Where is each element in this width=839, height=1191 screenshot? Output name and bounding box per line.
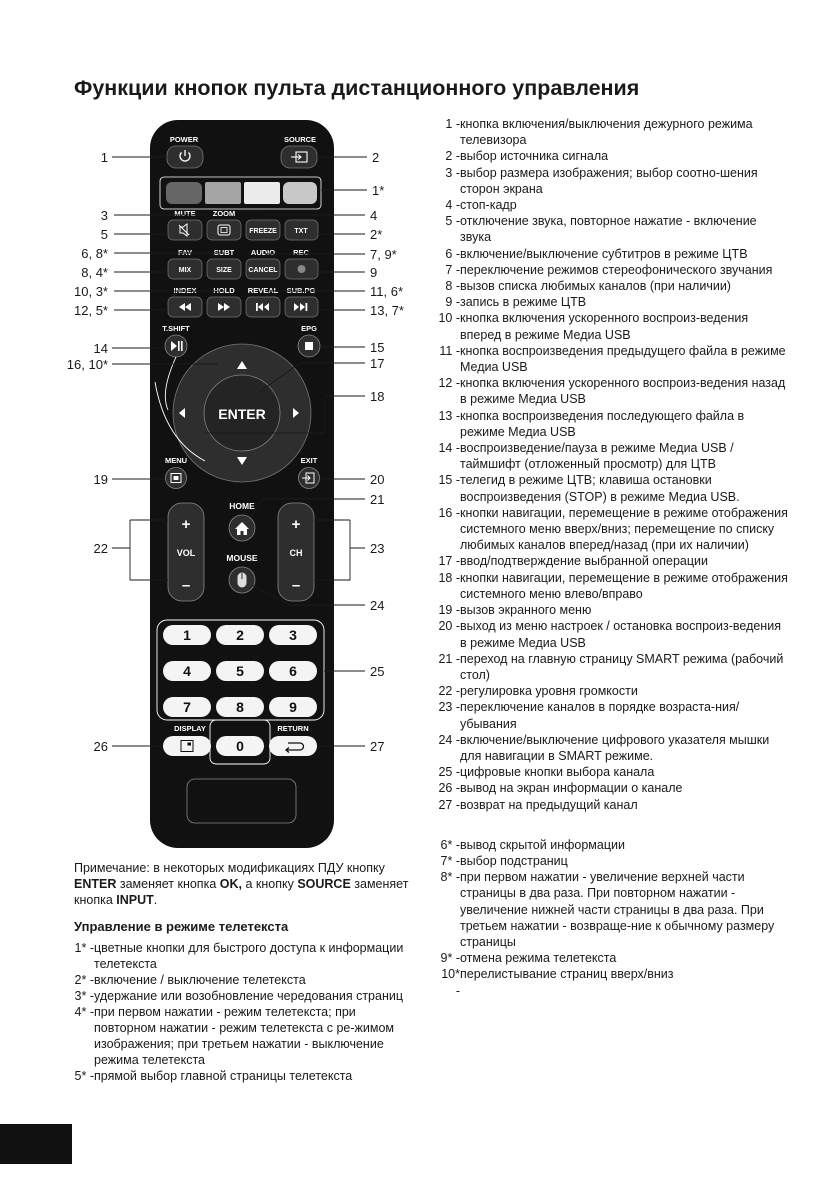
callout-right: 23 [370, 541, 385, 556]
legend-item [438, 262, 790, 278]
legend-item [438, 651, 790, 683]
legend-text: цифровые кнопки выбора канала [460, 765, 655, 780]
legend-item [438, 602, 790, 618]
digit-3-label: 3 [289, 627, 297, 643]
mouse-icon [238, 573, 247, 588]
legend-key: 3 - [445, 165, 460, 180]
note-text: а кнопку [241, 877, 298, 891]
legend-text: отмена режима телетекста [460, 951, 617, 966]
callouts-left [67, 150, 108, 754]
legend-text: отключение звука, повторное нажатие - включение звука [460, 214, 757, 245]
legend-text: включение/выключение цифрового указателя мышки для навигации в SMART режиме. [460, 732, 770, 763]
freeze-button-label: FREEZE [249, 228, 277, 235]
legend-key: 9 - [445, 295, 460, 310]
callout-left: 14 [93, 341, 108, 356]
legend-item [438, 764, 790, 780]
legend-item [438, 278, 790, 294]
legend-item [438, 570, 790, 602]
subpg-label: SUB.PG [286, 286, 316, 295]
legend-key: 13 - [438, 408, 460, 423]
legend-key: 18 - [438, 570, 460, 585]
ir-window [187, 779, 296, 823]
page-corner-tab [0, 1124, 72, 1164]
legend-item [438, 699, 790, 731]
legend-item [438, 683, 790, 699]
digit-7-label: 7 [183, 699, 191, 715]
legend-key: 6 - [445, 246, 460, 261]
enter-button-label: ENTER [218, 406, 266, 422]
callout-left: 6, 8* [81, 246, 108, 261]
note-bold: OK, [219, 877, 242, 891]
teletext-heading: Управление в режиме телетекста [74, 919, 289, 934]
callout-right: 18 [370, 389, 385, 404]
legend-key: 10* - [441, 967, 460, 998]
teletext-key: 2* - [74, 973, 94, 987]
legend-key: 26 - [438, 781, 460, 796]
fav-label: FAV [177, 248, 193, 257]
teletext-key: 3* - [74, 989, 94, 1003]
display-label: DISPLAY [174, 724, 206, 733]
mute-label: MUTE [174, 209, 196, 218]
teletext-item [64, 1004, 404, 1068]
teletext-item [64, 988, 404, 1004]
digit-1-label: 1 [183, 627, 191, 643]
legend-text: выбор подстраниц [460, 853, 568, 868]
legend-text: вывод скрытой информации [460, 837, 625, 852]
return-button[interactable] [269, 736, 317, 756]
callout-right: 2 [372, 150, 380, 165]
teletext-list [64, 940, 404, 1084]
mute-button[interactable] [168, 220, 202, 240]
digit-8-label: 8 [236, 699, 244, 715]
legend-key: 14 - [438, 441, 460, 456]
record-icon [298, 265, 306, 273]
teletext-text: прямой выбор главной страницы телетекста [94, 1069, 353, 1083]
note-bold: INPUT [116, 893, 154, 907]
legend-item [438, 732, 790, 764]
teletext-text: цветные кнопки для быстрого доступа к информации телетекста [94, 941, 404, 971]
mouse-label: MOUSE [226, 553, 258, 563]
legend-item [438, 148, 790, 164]
legend-item [438, 472, 790, 504]
callout-right: 4 [370, 208, 378, 223]
legend-key: 9* - [440, 951, 460, 966]
legend-key: 2 - [445, 149, 460, 164]
tshift-label: T.SHIFT [162, 324, 190, 333]
teletext-item [64, 1068, 404, 1084]
legend-key: 7* - [440, 853, 460, 868]
note-text: заменяет кнопка [74, 877, 409, 907]
legend-key: 24 - [438, 732, 460, 747]
callout-right: 9 [370, 265, 378, 280]
legend-item [438, 165, 790, 197]
legend-key: 7 - [445, 262, 460, 277]
color-key-1[interactable] [166, 182, 202, 204]
legend-key: 10 - [438, 311, 460, 326]
teletext-item [64, 940, 404, 972]
legend-item [438, 197, 790, 213]
audio-label: AUDIO [250, 248, 276, 257]
callout-left: 19 [93, 472, 108, 487]
legend-key: 5 - [445, 214, 460, 229]
legend-item [438, 116, 790, 148]
digit-0-label: 0 [236, 738, 244, 754]
legend-key: 4 - [445, 198, 460, 213]
callout-left: 1 [100, 150, 108, 165]
exit-label: EXIT [300, 456, 318, 465]
callout-left: 12, 5* [74, 303, 108, 318]
legend-key: 22 - [438, 684, 460, 699]
digit-4-label: 4 [183, 663, 191, 679]
zoom-label: ZOOM [212, 209, 236, 218]
callout-left: 3 [100, 208, 108, 223]
digit-6-label: 6 [289, 663, 297, 679]
digit-9-label: 9 [289, 699, 297, 715]
power-button[interactable] [167, 146, 203, 168]
legend-item [438, 246, 790, 262]
legend-text: ввод/подтверждение выбранной операции [460, 554, 708, 569]
legend-text: выбор размера изображения; выбор соотно-шения сторон экрана [460, 165, 758, 196]
legend-text: кнопки навигации, перемещение в режиме отображения системного меню влево/вправо [460, 570, 788, 601]
stop-icon [305, 342, 313, 350]
callout-left: 26 [93, 739, 108, 754]
power-label: POWER [169, 135, 199, 144]
mix-button-label: MIX [178, 267, 192, 274]
hold-label: HOLD [213, 286, 235, 295]
legend-key: 20 - [438, 619, 460, 634]
display-button[interactable] [163, 736, 211, 756]
legend-text: телегид в режиме ЦТВ; клавиша остановки воспроизведения (STOP) в режиме Медиа USB. [460, 473, 740, 504]
legend-key: 1 - [445, 117, 460, 131]
legend-key: 21 - [438, 651, 460, 666]
button-legend [438, 116, 790, 998]
callout-left: 5 [100, 227, 108, 242]
legend-text: перелистывание страниц вверх/вниз [460, 967, 674, 982]
note-paragraph [74, 860, 409, 908]
callout-right: 7, 9* [370, 247, 397, 262]
legend-item [438, 853, 790, 869]
zoom-button[interactable] [207, 220, 241, 240]
legend-text: переключение режимов стереофонического звучания [460, 262, 773, 277]
note-bold: SOURCE [297, 877, 351, 891]
legend-text: кнопка воспроизведения предыдущего файла в режиме Медиа USB [460, 343, 786, 375]
teletext-key: 5* - [74, 1069, 94, 1083]
legend-text: регулировка уровня громкости [460, 684, 638, 699]
callout-left: 16, 10* [66, 357, 108, 372]
numpad [163, 625, 317, 717]
legend-key: 25 - [438, 765, 460, 780]
legend-key: 19 - [438, 603, 460, 618]
legend-item [438, 294, 790, 310]
teletext-text: включение / выключение телетекста [94, 973, 306, 987]
channel-up-icon[interactable]: + [291, 516, 301, 533]
callout-left: 22 [93, 541, 108, 556]
return-label: RETURN [277, 724, 309, 733]
legend-item [438, 780, 790, 796]
rec-label: REC [293, 248, 309, 257]
teletext-item [64, 972, 404, 988]
legend-text: кнопки навигации, перемещение в режиме отображения системного меню вверх/вниз; перемещение по списку любимых каналов вперед/назад (при их наличии) [460, 505, 788, 553]
txt-button-label: TXT [294, 228, 308, 235]
teletext-text: удержание или возобновление чередования страниц [94, 989, 404, 1003]
legend-text: вызов списка любимых каналов (при наличии) [460, 279, 731, 294]
legend-item [438, 950, 790, 966]
color-key-4[interactable] [283, 182, 317, 204]
legend-key: 8* - [440, 870, 460, 885]
channel-down-icon[interactable]: – [291, 577, 301, 594]
teletext-key: 4* - [74, 1005, 94, 1019]
page-title: Функции кнопок пульта дистанционного управления [74, 76, 640, 100]
callout-right: 15 [370, 340, 385, 355]
legend-item [438, 618, 790, 650]
index-label: INDEX [173, 286, 197, 295]
legend-item [438, 440, 790, 472]
callout-right: 1* [372, 183, 385, 198]
note-text: заменяет кнопка [116, 877, 220, 891]
legend-item [438, 213, 790, 245]
note-text: . [153, 893, 158, 907]
subt-label: SUBT [213, 248, 235, 257]
callout-left: 10, 3* [74, 284, 108, 299]
callout-right: 27 [370, 739, 385, 754]
callout-right: 21 [370, 492, 385, 507]
legend-text: включение/выключение субтитров в режиме ЦТВ [460, 246, 748, 261]
legend-text: стоп-кадр [460, 198, 517, 213]
callout-right: 24 [370, 598, 385, 613]
callouts-right [370, 150, 404, 754]
legend-key: 8 - [445, 279, 460, 294]
legend-text: кнопка включения ускоренного воспроиз-ведения назад в режиме Медиа USB [460, 376, 786, 407]
callout-right: 13, 7* [370, 303, 404, 318]
callout-right: 25 [370, 664, 385, 679]
legend-key: 16 - [438, 505, 460, 520]
legend-item [438, 343, 790, 375]
color-key-3[interactable] [244, 182, 280, 204]
teletext-key: 1* - [74, 941, 94, 955]
ch-label: CH [289, 548, 303, 558]
callout-right: 20 [370, 472, 385, 487]
legend-item [438, 966, 790, 998]
callout-right: 17 [370, 356, 385, 371]
legend-text: вывод на экран информации о канале [460, 781, 683, 796]
reveal-label: REVEAL [247, 286, 279, 295]
epg-label: EPG [301, 324, 317, 333]
legend-key: 12 - [438, 376, 460, 391]
note-text: Примечание: в некоторых модификациях ПДУ кнопку [74, 861, 385, 875]
callout-right: 2* [370, 227, 383, 242]
legend-item [438, 553, 790, 569]
legend-key: 23 - [438, 700, 460, 715]
volume-down-icon[interactable]: – [181, 577, 191, 594]
menu-label: MENU [164, 456, 188, 465]
size-button-label: SIZE [216, 267, 232, 274]
home-label: HOME [229, 501, 255, 511]
legend-item [438, 375, 790, 407]
legend-text: запись в режиме ЦТВ [460, 295, 587, 310]
legend-text: кнопка включения/выключения дежурного режима телевизора [460, 117, 753, 148]
legend-text: воспроизведение/пауза в режиме Медиа USB / таймшифт (отложенный просмотр) для ЦТВ [460, 441, 734, 472]
legend-item [438, 310, 790, 342]
legend-item [438, 408, 790, 440]
legend-item [438, 797, 790, 813]
legend-key: 27 - [438, 797, 460, 812]
vol-label: VOL [176, 548, 196, 558]
source-label: SOURCE [283, 135, 317, 144]
legend-key: 11 - [439, 343, 460, 358]
callout-right: 11, 6* [370, 284, 404, 299]
legend-text: выбор источника сигнала [460, 149, 609, 164]
color-key-2[interactable] [205, 182, 241, 204]
legend-item [438, 869, 790, 950]
legend-key: 6* - [440, 837, 460, 852]
legend-key: 17 - [438, 554, 460, 569]
legend-text: переход на главную страницу SMART режима (рабочий стол) [460, 651, 784, 682]
note-bold: ENTER [74, 877, 117, 891]
teletext-text: при первом нажатии - режим телетекста; при повторном нажатии - режим телетекста с ре-жимом изображения; при третьем нажатии - выключение режима телетекста [94, 1005, 394, 1067]
digit-5-label: 5 [236, 663, 244, 679]
callout-left: 8, 4* [81, 265, 108, 280]
legend-item [438, 837, 790, 853]
digit-2-label: 2 [236, 627, 244, 643]
legend-text: возврат на предыдущий канал [460, 797, 638, 812]
legend-item [438, 505, 790, 554]
volume-up-icon[interactable]: + [181, 516, 191, 533]
legend-text: при первом нажатии - увеличение верхней части страницы в два раза. При повторном нажатии - увеличение нижней части страницы в два раза. При третьем нажатии - возвраще-ние к обычному размеру страницы [460, 870, 775, 949]
legend-text: выход из меню настроек / остановка воспроиз-ведения в режиме Медиа USB [460, 619, 781, 650]
legend-key: 15 - [438, 473, 460, 488]
cancel-button-label: CANCEL [248, 267, 278, 274]
legend-text: кнопка воспроизведения последующего файла в режиме Медиа USB [460, 408, 745, 439]
legend-text: вызов экранного меню [460, 603, 592, 618]
legend-text: кнопка включения ускоренного воспроиз-ведения вперед в режиме Медиа USB [460, 311, 749, 342]
legend-text: переключение каналов в порядке возраста-ния/убывания [460, 700, 740, 731]
